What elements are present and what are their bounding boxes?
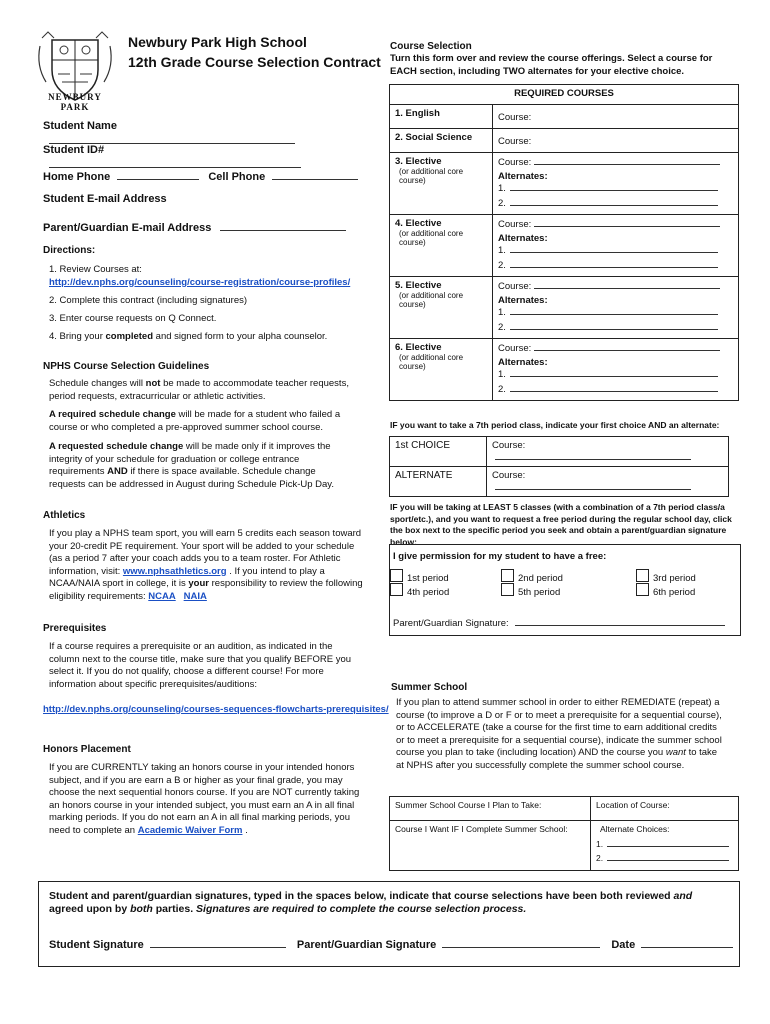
period-2-option[interactable]: 2nd period bbox=[501, 569, 563, 586]
student-id-row bbox=[43, 144, 363, 171]
course-title-elective-5: 5. Elective (or additional core course) bbox=[390, 276, 493, 338]
period-1-option[interactable]: 1st period bbox=[390, 569, 449, 586]
student-signature-label: Student Signature bbox=[49, 939, 144, 951]
course-row-social-science bbox=[390, 128, 739, 152]
course-title-english: 1. English bbox=[390, 104, 493, 128]
cell-phone-field[interactable] bbox=[272, 168, 358, 180]
elective-4-alt1-line[interactable] bbox=[510, 244, 718, 253]
course-row-elective-3 bbox=[390, 152, 739, 214]
date-field[interactable] bbox=[641, 936, 733, 948]
academic-waiver-link[interactable]: Academic Waiver Form bbox=[137, 824, 243, 836]
school-crest bbox=[34, 26, 116, 112]
directions-step1 bbox=[49, 264, 369, 289]
required-courses-header: REQUIRED COURSES bbox=[389, 84, 739, 104]
course-profiles-link[interactable]: http://dev.nphs.org/counseling/course-registration/course-profiles/ bbox=[49, 276, 351, 288]
elective-3-alt2-line[interactable] bbox=[510, 197, 718, 206]
date-label: Date bbox=[611, 939, 636, 951]
school-name: Newbury Park High School bbox=[128, 34, 307, 50]
elective-5-course-line[interactable] bbox=[534, 280, 720, 289]
summer-location-field[interactable]: Location of Course: bbox=[591, 797, 739, 821]
required-courses-table bbox=[389, 84, 739, 401]
parent-email-label: Parent/Guardian E-mail Address bbox=[43, 222, 212, 234]
student-email-label: Student E-mail Address bbox=[43, 193, 167, 205]
elective-3-course-line[interactable] bbox=[534, 156, 720, 165]
student-email-row bbox=[43, 193, 167, 205]
period-3-checkbox[interactable] bbox=[636, 569, 649, 582]
first-choice-label: 1st CHOICE bbox=[390, 437, 487, 467]
summer-plan-field[interactable]: Summer School Course I Plan to Take: bbox=[390, 797, 591, 821]
elective-4-fields[interactable]: Course: Alternates: 1. 2. bbox=[493, 214, 739, 276]
elective-6-course-line[interactable] bbox=[534, 342, 720, 351]
period-5-option[interactable]: 5th period bbox=[501, 583, 560, 600]
student-id-label: Student ID# bbox=[43, 144, 105, 156]
elective-5-alt2-line[interactable] bbox=[510, 321, 718, 330]
free-period-intro: IF you will be taking at LEAST 5 classes (with a combination of a 7th period class/a sport/etc.), and you want to request a free period during the regular school day, click the box next to the specific period you seek and obtain a parent/guardian signature below: bbox=[390, 502, 732, 547]
prerequisites-link[interactable]: http://dev.nphs.org/counseling/courses-sequences-flowcharts-prerequisites/ bbox=[43, 704, 389, 715]
guidelines-heading: NPHS Course Selection Guidelines bbox=[43, 361, 210, 372]
elective-6-fields[interactable]: Course: Alternates: 1. 2. bbox=[493, 338, 739, 400]
elective-5-alt1-line[interactable] bbox=[510, 306, 718, 315]
contract-title: 12th Grade Course Selection Contract bbox=[128, 54, 381, 70]
elective-6-alt1-line[interactable] bbox=[510, 368, 718, 377]
ncaa-link[interactable]: NCAA bbox=[148, 590, 176, 602]
period-3-option[interactable]: 3rd period bbox=[636, 569, 696, 586]
seventh-period-table bbox=[389, 436, 729, 497]
course-row-english bbox=[390, 104, 739, 128]
course-title-elective-6: 6. Elective (or additional core course) bbox=[390, 338, 493, 400]
first-choice-field[interactable]: Course: bbox=[487, 437, 729, 467]
period-6-option[interactable]: 6th period bbox=[636, 583, 695, 600]
student-id-field[interactable] bbox=[49, 156, 301, 168]
elective-6-alt2-line[interactable] bbox=[510, 383, 718, 392]
athletics-text: If you play a NPHS team sport, you will earn 5 credits each season toward your 20-credit PE requirement. Your sport will be added to your schedule (as a period 7 after your coach adds you to a team roster. For Athletic information, visit: www.nphsathletics.org . If you intend to play a NCAA/NAIA sport in college, it is your responsibility to review the following eligibility requirements: NCAA NAIA bbox=[49, 528, 363, 602]
athletics-heading: Athletics bbox=[43, 510, 86, 521]
student-name-label: Student Name bbox=[43, 120, 117, 132]
free-period-box bbox=[389, 544, 741, 636]
alternate-field[interactable]: Course: bbox=[487, 467, 729, 497]
summer-alt2-line[interactable] bbox=[607, 853, 729, 861]
period-5-checkbox[interactable] bbox=[501, 583, 514, 596]
athletics-link[interactable]: www.nphsathletics.org bbox=[122, 565, 227, 577]
student-signature-field[interactable] bbox=[150, 936, 286, 948]
signatures-intro: Student and parent/guardian signatures, typed in the spaces below, indicate that course selections have been both reviewed and agreed upon by both parties. Signatures are required to complete the course selection process. bbox=[49, 890, 693, 915]
guidelines-p1: Schedule changes will not be made to accommodate teacher requests, period requests, extracurricular or athletic activities. bbox=[49, 378, 349, 402]
directions-heading: Directions: bbox=[43, 245, 96, 256]
phone-row bbox=[43, 168, 363, 183]
directions-step4: 4. Bring your completed and signed form to your alpha counselor. bbox=[49, 331, 328, 342]
naia-link[interactable]: NAIA bbox=[183, 590, 207, 602]
parent-email-field[interactable] bbox=[220, 219, 346, 231]
seventh-period-intro: IF you want to take a 7th period class, indicate your first choice AND an alternate: bbox=[390, 420, 720, 430]
student-name-row bbox=[43, 120, 363, 147]
period-1-checkbox[interactable] bbox=[390, 569, 403, 582]
elective-5-fields[interactable]: Course: Alternates: 1. 2. bbox=[493, 276, 739, 338]
honors-text: If you are CURRENTLY taking an honors course in your intended honors subject, and if you are earn a B or higher as your final grade, you may choose the next sequential honors course. If you are NOT currently taking an honors course in your intended subject, you must earn an A in all final marking periods. If you do not earn an A in all final marking periods, you need to complete an Academic Waiver Form . bbox=[49, 762, 360, 836]
directions-step2: 2. Complete this contract (including signatures) bbox=[49, 295, 248, 306]
course-row-elective-6 bbox=[390, 338, 739, 400]
parent-email-row bbox=[43, 219, 363, 234]
free-period-signature-label: Parent/Guardian Signature: bbox=[393, 618, 509, 629]
free-period-permission: I give permission for my student to have a free: bbox=[393, 551, 607, 562]
elective-3-fields[interactable]: Course: Alternates: 1. 2. bbox=[493, 152, 739, 214]
parent-signature-field[interactable] bbox=[442, 936, 600, 948]
summer-school-heading: Summer School bbox=[391, 682, 468, 693]
course-row-elective-4 bbox=[390, 214, 739, 276]
home-phone-field[interactable] bbox=[117, 168, 199, 180]
summer-alternates: Alternate Choices: 1. 2. bbox=[591, 821, 739, 871]
alternate-label: ALTERNATE bbox=[390, 467, 487, 497]
course-selection-heading: Course Selection bbox=[390, 41, 472, 52]
home-phone-label: Home Phone bbox=[43, 171, 111, 183]
directions-step3: 3. Enter course requests on Q Connect. bbox=[49, 313, 217, 324]
elective-4-course-line[interactable] bbox=[534, 218, 720, 227]
course-selection-intro: Turn this form over and review the course offerings. Select a course for EACH section, including TWO alternates for your elective choice. bbox=[390, 53, 713, 77]
step1-text: 1. Review Courses at: bbox=[49, 264, 142, 275]
guidelines-p2: A required schedule change will be made for a student who failed a course or who completed a pre-approved summer school course. bbox=[49, 409, 341, 433]
course-title-social-science: 2. Social Science bbox=[390, 128, 493, 152]
crest-text: NEWBURY PARK bbox=[48, 92, 102, 112]
course-title-elective-4: 4. Elective (or additional core course) bbox=[390, 214, 493, 276]
social-science-course-field[interactable]: Course: bbox=[493, 128, 739, 152]
summer-want-field[interactable]: Course I Want IF I Complete Summer School: bbox=[390, 821, 591, 871]
course-row-elective-5 bbox=[390, 276, 739, 338]
student-name-field[interactable] bbox=[49, 132, 295, 144]
summer-school-text: If you plan to attend summer school in order to either REMEDIATE (repeat) a course (to improve a D or F or to meet a prerequisite for a sequential course), or to ACCELERATE (take a course for the first time to earn additional credits or to meet a prerequisite for a sequential course), indicate the summer school course you plan to take (including location) AND the course you want to take at NPHS after you successfully complete the summer school course. bbox=[396, 697, 722, 771]
summer-school-table bbox=[389, 796, 739, 871]
cell-phone-label: Cell Phone bbox=[208, 171, 266, 183]
free-period-signature-field[interactable] bbox=[515, 617, 725, 626]
period-6-checkbox[interactable] bbox=[636, 583, 649, 596]
course-title-elective-3: 3. Elective (or additional core course) bbox=[390, 152, 493, 214]
elective-4-alt2-line[interactable] bbox=[510, 259, 718, 268]
elective-3-alt1-line[interactable] bbox=[510, 182, 718, 191]
signatures-box bbox=[38, 881, 740, 967]
period-4-checkbox[interactable] bbox=[390, 583, 403, 596]
prerequisites-heading: Prerequisites bbox=[43, 623, 107, 634]
prerequisites-text: If a course requires a prerequisite or an audition, as indicated in the column next to the course title, make sure that you qualify BEFORE you select it. If you do not qualify, choose a different course! For more information about specific prerequisites/auditions: bbox=[49, 641, 352, 690]
period-4-option[interactable]: 4th period bbox=[390, 583, 449, 600]
honors-heading: Honors Placement bbox=[43, 744, 131, 755]
period-2-checkbox[interactable] bbox=[501, 569, 514, 582]
summer-alt1-line[interactable] bbox=[607, 839, 729, 847]
parent-signature-label: Parent/Guardian Signature bbox=[296, 939, 437, 951]
english-course-field[interactable]: Course: bbox=[493, 104, 739, 128]
guidelines-p3: A requested schedule change will be made only if it improves the integrity of your schedule for graduation or college entrance requirements AND if there is space available. Schedule change requests can be addressed in August during Schedule Pick-Up Day. bbox=[49, 441, 334, 490]
